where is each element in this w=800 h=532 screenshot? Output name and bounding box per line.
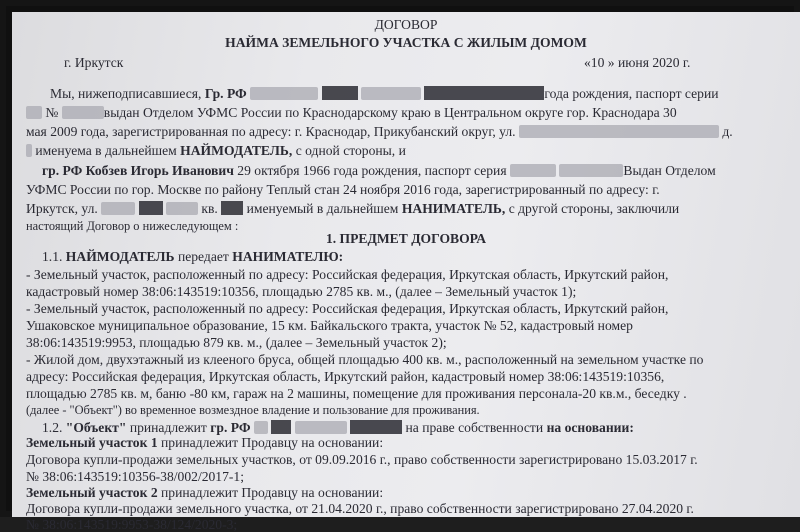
redaction: [350, 420, 402, 434]
item-2-line-1: - Земельный участок, расположенный по адресу: Российская федерация, Иркутская область, Иркутский район,: [26, 301, 669, 316]
intro-text: д.: [722, 124, 733, 139]
clause-1-2: [42, 420, 634, 435]
title-line-2: НАЙМА ЗЕМЕЛЬНОГО УЧАСТКА С ЖИЛЫМ ДОМОМ: [225, 35, 587, 50]
intro-text: №: [45, 105, 59, 120]
intro-text: именуема в дальнейшем: [35, 143, 177, 158]
intro-line-1: [50, 86, 719, 101]
intro-line-6: УФМС России по гор. Москве по району Теплый стан 24 ноября 2016 года, зарегистрированный по адресу: г.: [26, 182, 660, 197]
clause-text: на праве собственности: [405, 420, 544, 435]
item-1-line-2: кадастровый номер 38:06:143519:10356, площадью 2785 кв. м., (далее – Земельный участок 1);: [26, 284, 577, 299]
item-2-line-3: 38:06:143519:9953, площадью 879 кв. м., (далее – Земельный участок 2);: [26, 335, 447, 350]
intro-line-5: [42, 164, 716, 178]
intro-text: именуемый в дальнейшем: [246, 201, 399, 216]
plot-2-line-1: [26, 486, 383, 500]
intro-text: с другой стороны, заключили: [508, 201, 680, 216]
item-3-line-1: - Жилой дом, двухэтажный из клееного бруса, общей площадью 400 кв. м., расположенный на земельном участке по: [26, 352, 704, 367]
redaction: [559, 164, 623, 177]
tenant-label: НАНИМАТЕЛЬ,: [401, 201, 506, 216]
section-heading: 1. ПРЕДМЕТ ДОГОВОРА: [325, 231, 487, 246]
redaction: [62, 106, 104, 119]
city: г. Иркутск: [64, 55, 124, 70]
item-3-line-2: адресу: Российская федерация, Иркутская область, Иркутский район, кадастровый номер 38:06:143519:10356,: [26, 369, 665, 384]
redaction: [322, 86, 358, 100]
intro-line-4: [26, 144, 406, 158]
owner-label: гр. РФ: [210, 420, 251, 435]
clause-basis: на основании:: [546, 420, 634, 435]
landlord-label: НАЙМОДАТЕЛЬ: [65, 249, 175, 264]
item-1-line-1: - Земельный участок, расположенный по адресу: Российская федерация, Иркутская область, Иркутский район,: [26, 267, 669, 282]
redaction: [510, 164, 556, 177]
plot-1-line-1: [26, 436, 383, 450]
intro-text: с одной стороны, и: [295, 143, 406, 158]
item-2-line-2: Ушаковское муниципальное образование, 15 км. Байкальского тракта, участок № 52, кадастровый номер: [26, 318, 633, 333]
clause-number: 1.2.: [42, 420, 63, 435]
object-label: "Объект": [65, 420, 127, 435]
redaction: [221, 201, 243, 215]
plot-text: принадлежит Продавцу на основании:: [161, 435, 384, 450]
intro-line-8: настоящий Договор о нижеследующем :: [26, 219, 239, 233]
document-page: [12, 12, 800, 532]
intro-text: Мы, нижеподписавшиеся,: [50, 86, 202, 101]
plot-1-label: Земельный участок 1: [26, 435, 158, 450]
intro-text: 29 октября 1966 года рождения, паспорт серия: [237, 163, 507, 178]
party2-name: гр. РФ Кобзев Игорь Иванович: [42, 163, 234, 178]
clause-number: 1.1.: [42, 249, 63, 264]
intro-text: года рождения, паспорт серии: [544, 86, 719, 101]
party1-label: Гр. РФ: [204, 86, 247, 101]
tenant-label: НАНИМАТЕЛЮ:: [232, 249, 344, 264]
intro-line-7: [26, 201, 679, 216]
intro-line-3: [26, 125, 733, 139]
plot-1-line-3: № 38:06:143519:10356-38/002/2017-1;: [26, 469, 245, 484]
intro-text: мая 2009 года, зарегистрированная по адресу: г. Краснодар, Прикубанский округ, ул.: [26, 124, 516, 139]
plot-2-line-2: Договора купли-продажи земельного участка, от 21.04.2020 г., право собственности зарегистрировано 27.04.2020 г.: [26, 501, 694, 516]
intro-text: выдан Отделом УФМС России по Краснодарскому краю в Центральном округе гор. Краснодара 30: [103, 105, 677, 120]
intro-text: кв.: [201, 201, 218, 216]
landlord-label: НАЙМОДАТЕЛЬ,: [180, 143, 293, 158]
redaction: [254, 421, 268, 434]
plot-1-line-2: Договора купли-продажи земельных участков, от 09.09.2016 г., право собственности зарегистрировано 15.03.2017 г.: [26, 452, 698, 467]
intro-line-2: [26, 106, 677, 120]
redaction: [519, 125, 719, 138]
clause-1-1: [42, 250, 343, 264]
redaction: [101, 202, 135, 215]
clause-text: принадлежит: [129, 420, 207, 435]
intro-text: Выдан Отделом: [623, 163, 716, 178]
title-line-1: ДОГОВОР: [374, 17, 438, 32]
contract-date: «10 » июня 2020 г.: [584, 55, 691, 70]
redaction: [139, 201, 163, 215]
clause-text: передает: [177, 249, 229, 264]
redaction: [295, 421, 347, 434]
redaction: [26, 106, 42, 119]
plot-2-line-3: № 38:06:143519:9953-38/124/2020-3;: [26, 517, 238, 532]
item-3-line-3: площадью 2785 кв. м, баню -80 км, гараж на 2 машины, помещение для проживания персонала-20 кв.м., беседку .: [26, 386, 687, 401]
redaction: [424, 86, 544, 100]
redaction: [361, 87, 421, 100]
redaction: [166, 202, 198, 215]
redaction: [271, 420, 291, 434]
item-3-line-4: (далее - "Объект") во временное возмездное владение и пользование для проживания.: [26, 403, 480, 417]
intro-text: Иркутск, ул.: [26, 201, 98, 216]
redaction: [26, 144, 32, 157]
redaction: [250, 87, 318, 100]
plot-text: принадлежит Продавцу на основании:: [161, 485, 384, 500]
plot-2-label: Земельный участок 2: [26, 485, 158, 500]
